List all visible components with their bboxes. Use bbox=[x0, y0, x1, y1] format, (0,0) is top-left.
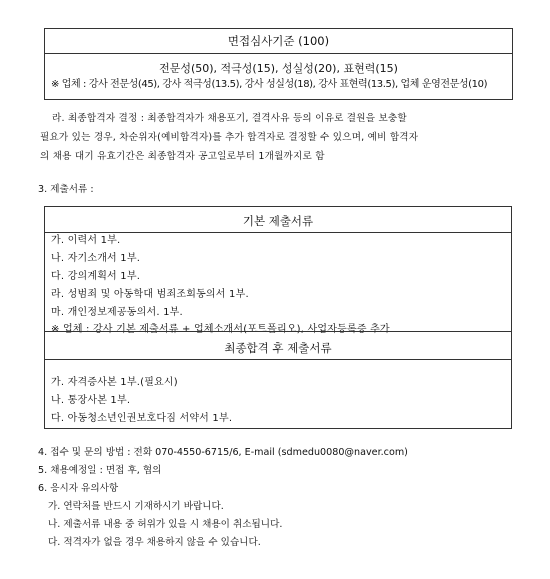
note-line: 필요가 있는 경우, 차순위자(예비합격자)를 추가 합격자로 결정할 수 있으며, 예비 합격자 bbox=[40, 132, 419, 143]
note-paragraph bbox=[40, 109, 520, 166]
basic-document-item: 가. 이력서 1부. bbox=[51, 235, 121, 246]
note-line: 라. 최종합격자 결정 : 최종합격자가 채용포기, 결격사유 등의 이유로 결원을 보충할 bbox=[52, 113, 407, 124]
basic-document-item: 다. 강의계획서 1부. bbox=[51, 271, 141, 282]
basic-document-item: 마. 개인정보제공동의서. 1부. bbox=[51, 307, 183, 318]
notice-item: 다. 적격자가 없을 경우 채용하지 않을 수 있습니다. bbox=[48, 537, 261, 548]
interview-criteria-box bbox=[44, 28, 513, 100]
basic-document-note: ※ 업체 : 강사 기본 제출서류 + 업체소개서(포트폴리오), 사업자등록증 추가 bbox=[51, 324, 390, 335]
criteria-header: 면접심사기준 (100) bbox=[45, 29, 512, 54]
section-4-contact: 4. 접수 및 문의 방법 : 전화 070-4550-6715/6, E-mail (sdmedu0080@naver.com) bbox=[38, 447, 408, 458]
basic-documents-header: 기본 제출서류 bbox=[242, 214, 314, 228]
final-documents-header: 최종합격 후 제출서류 bbox=[224, 341, 332, 355]
notice-item: 나. 제출서류 내용 중 허위가 있을 시 채용이 취소됩니다. bbox=[48, 519, 283, 530]
basic-document-item: 라. 성범죄 및 아동학대 범죄조회동의서 1부. bbox=[51, 289, 249, 300]
final-document-item: 나. 통장사본 1부. bbox=[51, 395, 131, 406]
note-line: 의 채용 대기 유효기간은 최종합격자 공고일로부터 1개월까지로 함 bbox=[40, 151, 325, 162]
documents-box bbox=[44, 206, 512, 429]
final-document-item: 다. 아동청소년인권보호다짐 서약서 1부. bbox=[51, 413, 233, 424]
divider bbox=[45, 359, 511, 360]
notice-item: 가. 연락처를 반드시 기재하시기 바랍니다. bbox=[48, 501, 224, 512]
criteria-line-company: ※ 업체 : 강사 전문성(45), 강사 적극성(13.5), 강사 성실성(18), 강사 표현력(13.5), 업체 운영전문성(10) bbox=[51, 79, 488, 90]
divider bbox=[45, 331, 511, 332]
section-6-title: 6. 응시자 유의사항 bbox=[38, 483, 119, 494]
section-3-title: 3. 제출서류 : bbox=[38, 184, 94, 195]
section-5-schedule: 5. 채용예정일 : 면접 후, 협의 bbox=[38, 465, 162, 476]
criteria-line-main: 전문성(50), 적극성(15), 성실성(20), 표현력(15) bbox=[159, 62, 398, 75]
basic-document-item: 나. 자기소개서 1부. bbox=[51, 253, 141, 264]
final-document-item: 가. 자격증사본 1부.(필요시) bbox=[51, 377, 178, 388]
